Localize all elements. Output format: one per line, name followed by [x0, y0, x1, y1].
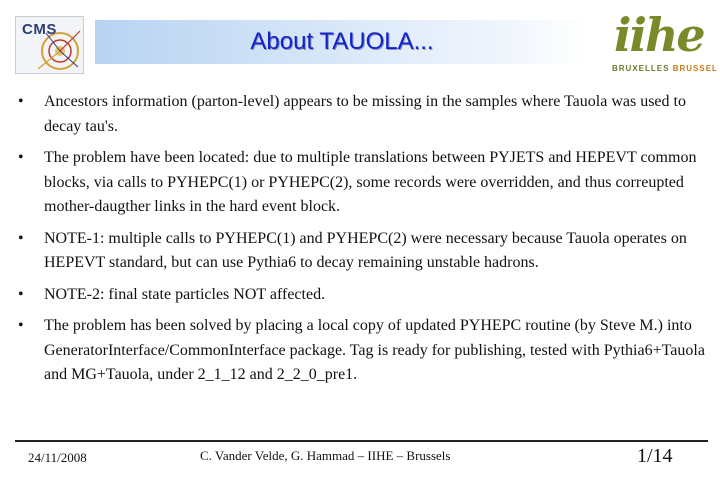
bullet-list [18, 90, 714, 395]
bullet-text: The problem have been located: due to multiple translations between PYJETS and HEPEVT common blocks, via calls to PYHEPC(1) or PYHEPC(2), some records were overridden, and thus correupted mother-daugther links in the hard event block. [44, 149, 697, 215]
bullet-dot: • [18, 149, 24, 166]
page-number: 1/14 [637, 445, 673, 467]
bullet-item [18, 90, 714, 139]
cms-logo [15, 16, 84, 74]
bullet-dot: • [18, 93, 24, 110]
iihe-logo-subtitle [612, 64, 718, 73]
bullet-dot: • [18, 317, 24, 334]
slide-title: About TAUOLA... [250, 28, 434, 55]
bullet-text: Ancestors information (parton-level) appears to be missing in the samples where Tauola was used to decay tau's. [44, 93, 686, 135]
bullet-text: NOTE-2: final state particles NOT affected. [44, 285, 326, 303]
footer-authors: C. Vander Velde, G. Hammad – IIHE – Brussels [200, 448, 451, 463]
footer-divider [15, 440, 708, 442]
iihe-subtitle-bruxelles: BRUXELLES [612, 64, 670, 73]
bullet-item [18, 314, 714, 388]
bullet-dot: • [18, 229, 24, 247]
footer-date: 24/11/2008 [28, 450, 87, 465]
bullet-item [18, 283, 714, 308]
iihe-subtitle-brussel: BRUSSEL [672, 64, 718, 73]
cms-logo-text: CMS [22, 21, 57, 38]
iihe-logo-word: iihe [614, 8, 704, 62]
bullet-text: NOTE-1: multiple calls to PYHEPC(1) and PYHEPC(2) were necessary because Tauola operates on HEPEVT standard, but can use Pythia6 to decay remaining unstable hadrons. [44, 229, 687, 271]
bullet-item [18, 146, 714, 220]
bullet-item [18, 227, 714, 276]
bullet-text: The problem has been solved by placing a local copy of updated PYHEPC routine (by Steve M.) into GeneratorInterface/CommonInterface package. Tag is ready for publishing, tested with Pythia6+Tauola and MG+Tauola, under 2_1_12 and 2_2_0_pre1. [44, 317, 705, 383]
title-bar [95, 20, 589, 64]
iihe-logo [606, 8, 716, 78]
bullet-dot: • [18, 285, 24, 303]
